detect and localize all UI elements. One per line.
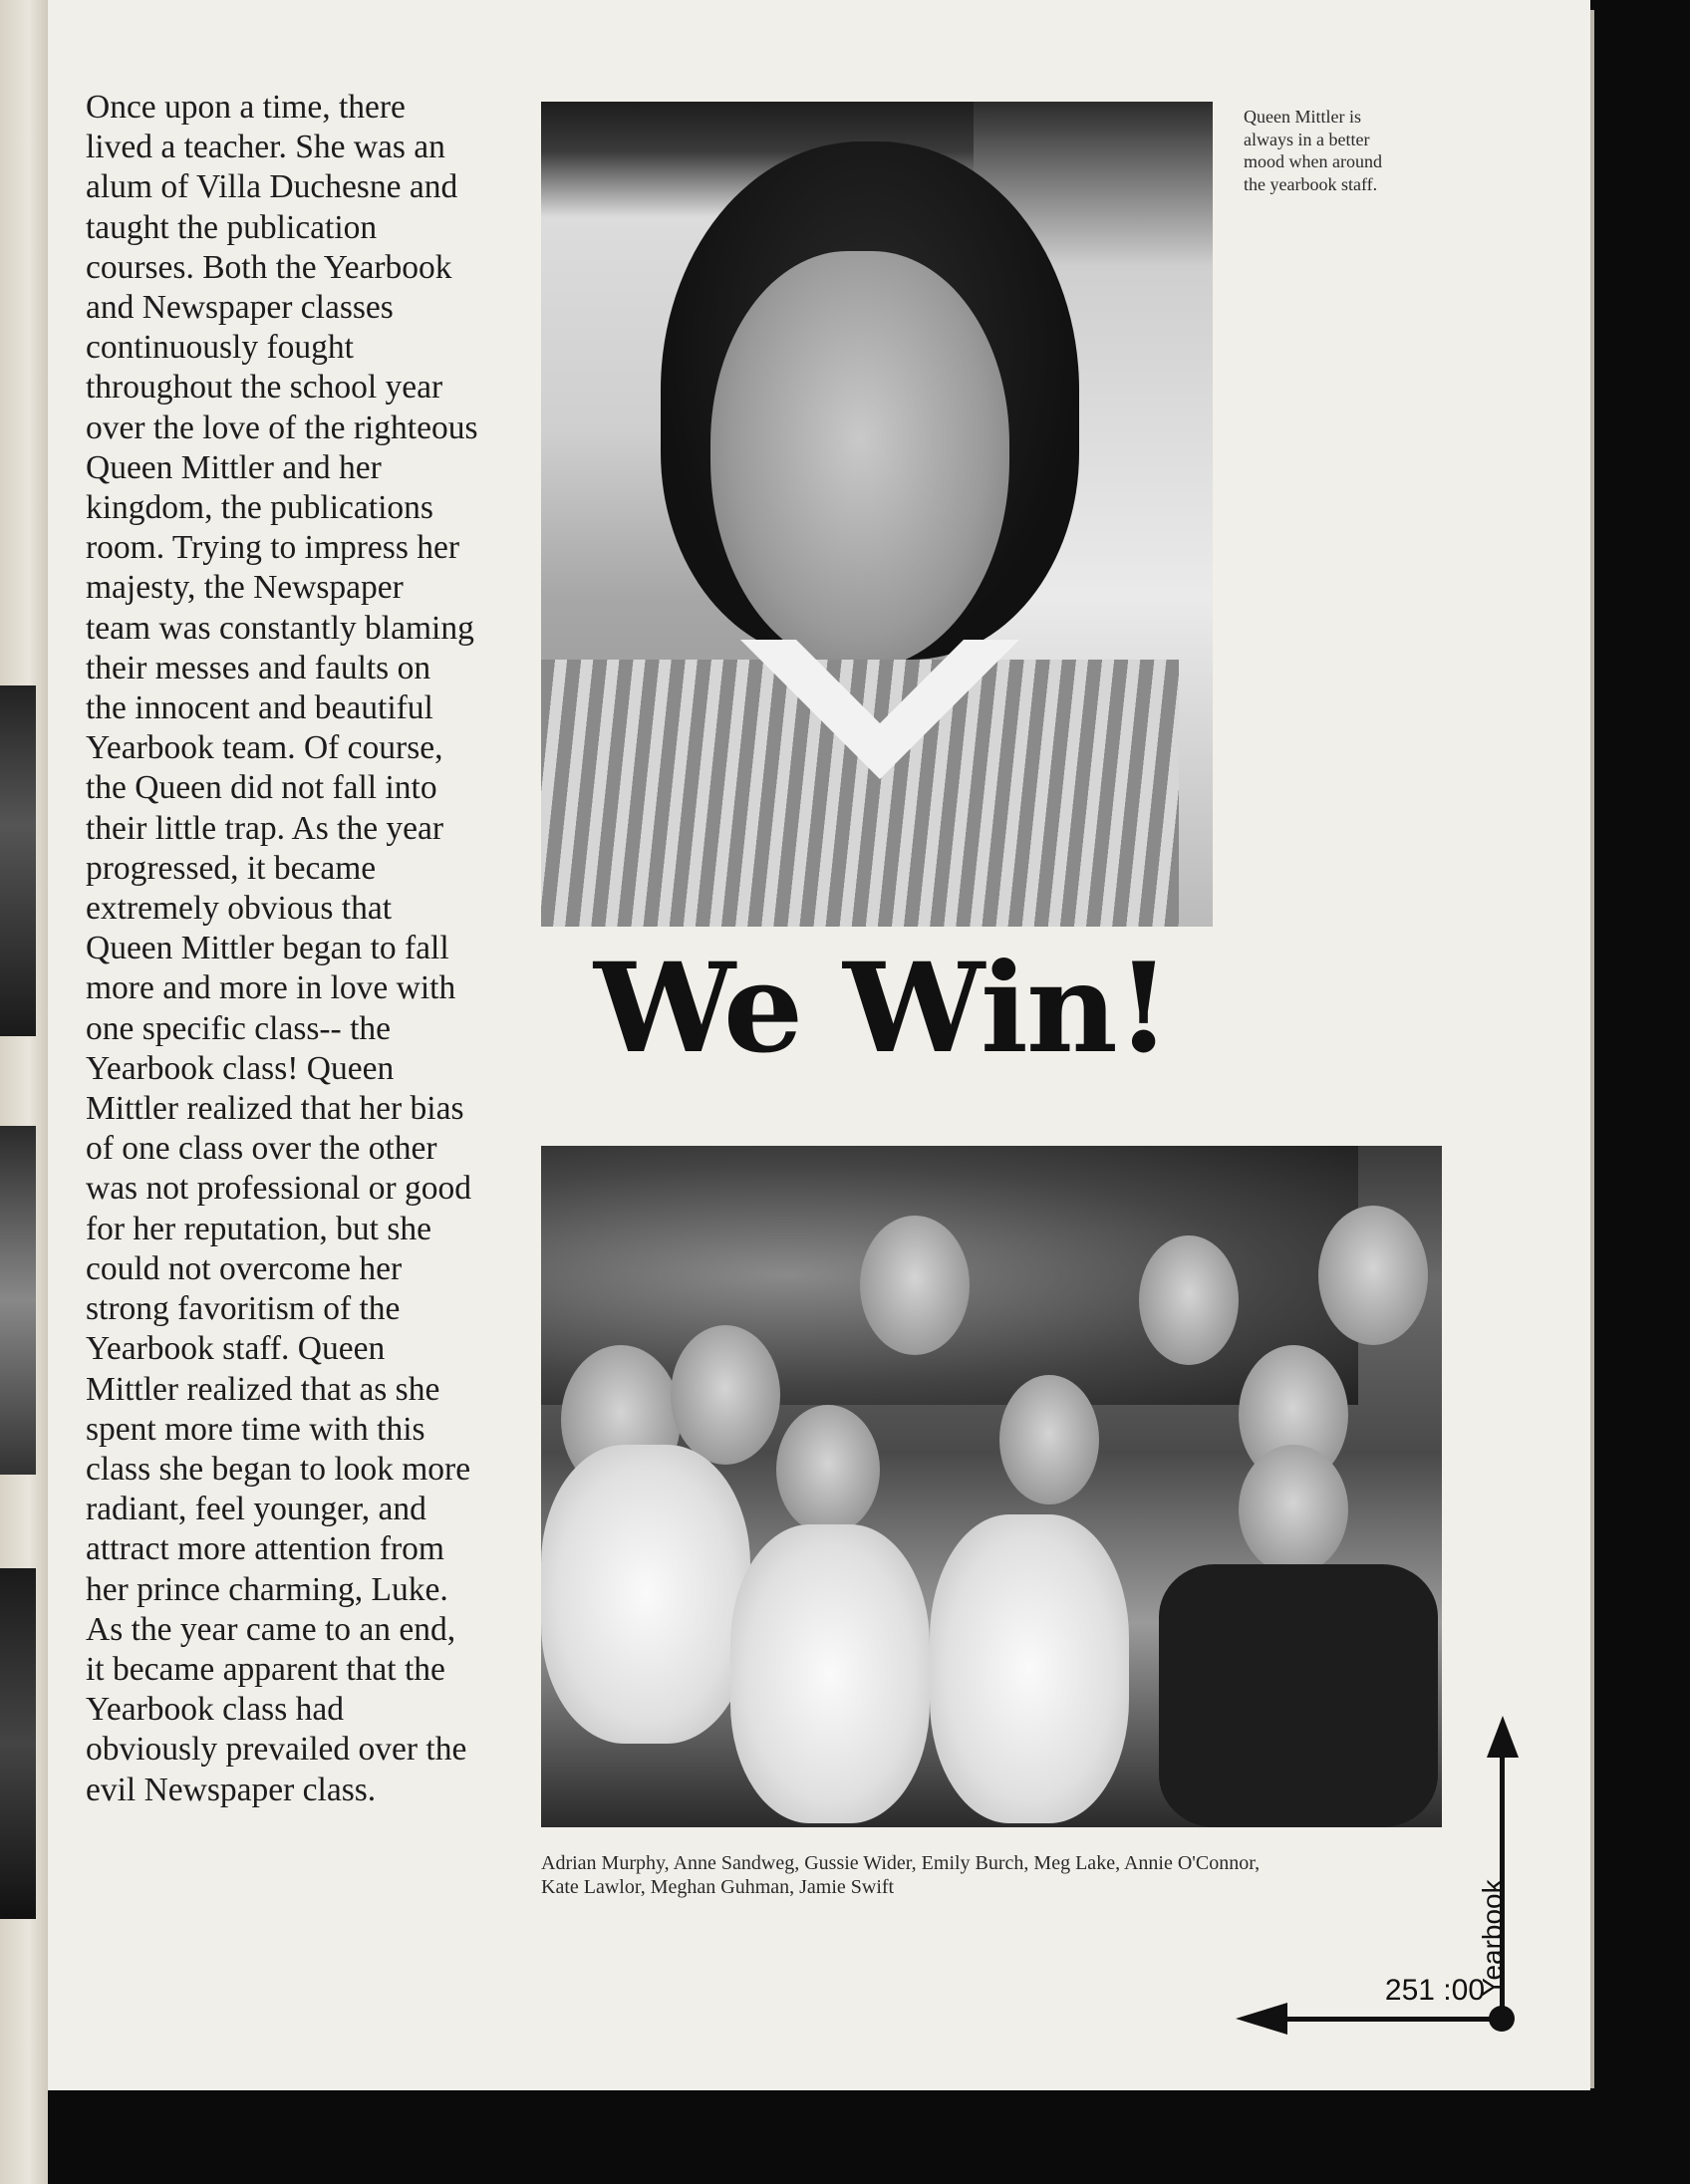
headline: We Win! <box>594 937 1170 1081</box>
arrow-origin-dot <box>1489 2006 1515 2032</box>
person <box>1139 1235 1239 1365</box>
arrow-left-icon <box>1236 2003 1287 2035</box>
arrow-line <box>1285 2017 1501 2022</box>
group-photo <box>541 1146 1442 1827</box>
arrow-up-icon <box>1487 1716 1519 1758</box>
dark-sweater <box>1159 1564 1438 1827</box>
striped-shirt <box>541 660 1179 927</box>
section-label: Yearbook <box>1477 1879 1508 1997</box>
face <box>710 251 1009 670</box>
person <box>999 1375 1099 1504</box>
person <box>671 1325 780 1465</box>
story-text: Once upon a time, there lived a teacher. She was an alum of Villa Duchesne and taught the publication courses. Both the Yearbook and Newspaper classes continuously fought throughout the school year over the love of the righteous Queen Mittler and her kingdom, the publications room. Trying to impress her majesty, the Newspaper team was constantly blaming their messes and faults on the innocent and beautiful Yearbook team. Of course, the Queen did not fall into their little trap. As the year progressed, it became extremely obvious that Queen Mittler began to fall more and more in love with one specific class-- the Yearbook class! Queen Mittler realized that her bias of one class over the other was not professional or good for her reputation, but she could not overcome her strong favoritism of the Yearbook staff. Queen Mittler realized that as she spent more time with this class she began to look more radiant, feel younger, and attract more attention from her prince charming, Luke. As the year came to an end, it became apparent that the Yearbook class had obviously prevailed over the evil Newspaper class. <box>86 89 478 1808</box>
teacher-photo-caption: Queen Mittler is always in a better mood when around the yearbook staff. <box>1244 107 1382 194</box>
person <box>776 1405 880 1534</box>
person <box>1318 1206 1428 1345</box>
facing-page-photo-edge <box>0 1126 36 1475</box>
page-number: 251 :00 <box>1384 1974 1485 2007</box>
feather-boa <box>541 1445 750 1744</box>
person <box>1239 1445 1348 1574</box>
page-edge <box>1590 10 1594 2088</box>
feather-boa <box>730 1524 930 1823</box>
teacher-photo <box>541 102 1213 927</box>
facing-page-photo-edge <box>0 685 36 1036</box>
person <box>860 1216 970 1355</box>
group-photo-caption: Adrian Murphy, Anne Sandweg, Gussie Wider, Emily Burch, Meg Lake, Annie O'Connor, Kate Lawlor, Meghan Guhman, Jamie Swift <box>541 1852 1261 1898</box>
facing-page-photo-edge <box>0 1568 36 1919</box>
feather-boa <box>930 1514 1129 1823</box>
